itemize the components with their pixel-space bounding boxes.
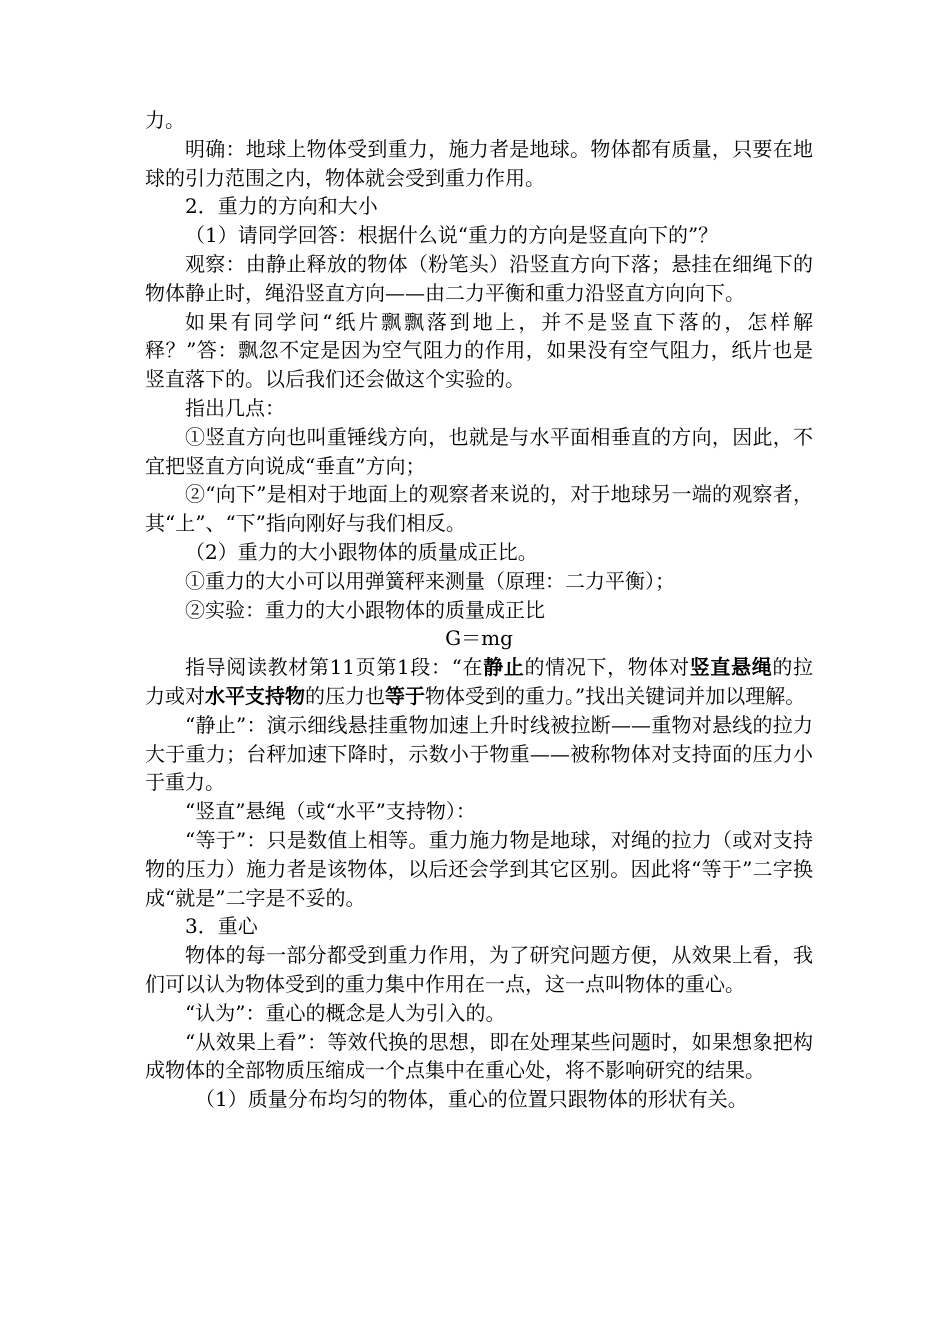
paragraph: 明确：地球上物体受到重力，施力者是地球。物体都有质量，只要在地球的引力范围之内，物体就会受到重力作用。 bbox=[145, 136, 813, 190]
paragraph: 指出几点： bbox=[185, 395, 285, 420]
text-run: 的拉力或对 bbox=[145, 655, 814, 708]
paragraph: 如果有同学问“纸片飘飘落到地上，并不是竖直下落的，怎样解释？”答：飘忽不定是因为空气阻力的作用，如果没有空气阻力，纸片也是竖直落下的。以后我们还会做这个实验的。 bbox=[145, 309, 813, 392]
text-run: 的情况下，物体对 bbox=[524, 655, 690, 680]
paragraph: ②实验：重力的大小跟物体的质量成正比 bbox=[185, 597, 545, 622]
paragraph: 物体的每一部分都受到重力作用，为了研究问题方便，从效果上看，我们可以认为物体受到的重力集中作用在一点，这一点叫物体的重心。 bbox=[145, 943, 813, 996]
section-heading: 3．重心 bbox=[185, 914, 258, 939]
paragraph: “静止”：演示细线悬挂重物加速上升时线被拉断——重物对悬线的拉力大于重力；台秤加速下降时，示数小于物重——被称物体对支持面的压力小于重力。 bbox=[145, 712, 813, 795]
text-run: 的压力也 bbox=[305, 683, 385, 708]
paragraph: ①竖直方向也叫重锤线方向，也就是与水平面相垂直的方向，因此，不宜把竖直方向说成“垂直”方向； bbox=[145, 424, 813, 478]
paragraph: ②“向下”是相对于地面上的观察者来说的，对于地球另一端的观察者，其“上”、“下”指向刚好与我们相反。 bbox=[145, 482, 813, 536]
text-run: 指导阅读教材第11页第1段：“在 bbox=[185, 655, 484, 680]
paragraph: “等于”：只是数值上相等。重力施力物是地球，对绳的拉力（或对支持物的压力）施力者是该物体，以后还会学到其它区别。因此将“等于”二字换成“就是”二字是不妥的。 bbox=[145, 827, 813, 910]
keyword: 竖直悬绳 bbox=[689, 655, 773, 680]
paragraph: ①重力的大小可以用弹簧秤来测量（原理：二力平衡）； bbox=[185, 568, 675, 593]
paragraph: “认为”：重心的概念是人为引入的。 bbox=[185, 1000, 506, 1025]
document-body bbox=[145, 106, 813, 1114]
paragraph bbox=[145, 653, 813, 711]
text-run: 物体受到的重力。”找出关键词并加以理解。 bbox=[425, 683, 806, 708]
paragraph: （2）重力的大小跟物体的质量成正比。 bbox=[185, 539, 538, 564]
keyword: 静止 bbox=[483, 655, 525, 680]
paragraph: 观察：由静止释放的物体（粉笔头）沿竖直方向下落；悬挂在细绳下的物体静止时，绳沿竖直方向——由二力平衡和重力沿竖直方向向下。 bbox=[145, 251, 813, 305]
paragraph: “竖直”悬绳（或“水平”支持物）： bbox=[185, 799, 476, 824]
formula: G＝mg bbox=[445, 626, 513, 651]
paragraph: （1）请同学回答：根据什么说“重力的方向是竖直向下的”？ bbox=[185, 223, 719, 248]
keyword: 水平支持物 bbox=[205, 683, 305, 708]
keyword: 等于 bbox=[385, 683, 425, 708]
paragraph: 力。 bbox=[145, 108, 185, 132]
paragraph: （1）质量分布均匀的物体，重心的位置只跟物体的形状有关。 bbox=[195, 1087, 748, 1112]
paragraph: “从效果上看”：等效代换的思想，即在处理某些问题时，如果想象把构成物体的全部物质压缩成一个点集中在重心处，将不影响研究的结果。 bbox=[145, 1029, 813, 1083]
section-heading: 2．重力的方向和大小 bbox=[185, 194, 378, 219]
